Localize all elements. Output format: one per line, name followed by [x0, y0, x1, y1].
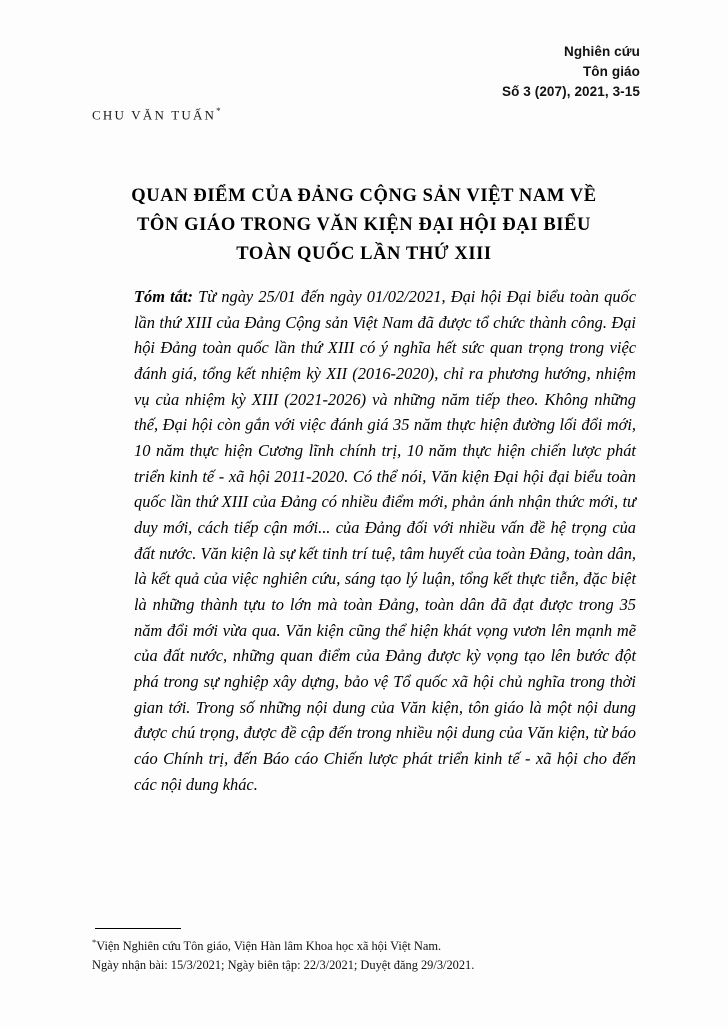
- footnote-dates-line: Ngày nhận bài: 15/3/2021; Ngày biên tập: 22/3/2021; Duyệt đăng 29/3/2021.: [92, 957, 475, 972]
- author-name: [92, 106, 221, 123]
- title-line-3: TOÀN QUỐC LẦN THỨ XIII: [236, 244, 492, 265]
- journal-name-line2: Tôn giáo: [582, 63, 640, 79]
- author-footnote-marker: *: [216, 106, 221, 116]
- abstract-body: Từ ngày 25/01 đến ngày 01/02/2021, Đại hội Đại biểu toàn quốc lần thứ XIII của Đảng Cộng sản Việt Nam đã được tổ chức thành công. Đại hội Đảng toàn quốc lần thứ XIII có ý nghĩa hết sức quan trọng trong việc đánh giá, tổng kết nhiệm kỳ XII (2016-2020), chỉ ra phương hướng, nhiệm vụ của nhiệm kỳ XIII (2021-2026) và những năm tiếp theo. Không những thế, Đại hội còn gắn với việc đánh giá 35 năm thực hiện đường lối đổi mới, 10 năm thực hiện Cương lĩnh chính trị, 10 năm thực hiện chiến lược phát triển kinh tế - xã hội 2011-2020. Có thể nói, Văn kiện Đại hội đại biểu toàn quốc lần thứ XIII của Đảng có nhiều điểm mới, phản ánh nhận thức mới, tư duy mới, cách tiếp cận mới... của Đảng đối với nhiều vấn đề hệ trọng của đất nước. Văn kiện là sự kết tinh trí tuệ, tâm huyết của toàn Đảng, toàn dân, là kết quả của việc nghiên cứu, sáng tạo lý luận, tổng kết thực tiễn, đặc biệt là những thành tựu to lớn mà toàn Đảng, toàn dân đã đạt được trong 35 năm đổi mới vừa qua. Văn kiện cũng thể hiện khát vọng vươn lên mạnh mẽ của đất nước, những quan điểm của Đảng được kỳ vọng tạo lên bước đột phá trong sự nghiệp xây dựng, bảo vệ Tổ quốc xã hội chủ nghĩa trong thời gian tới. Trong số những nội dung của Văn kiện, tôn giáo là một nội dung được chú trọng, được đề cập đến trong nhiều nội dung của Văn kiện, từ báo cáo Chính trị, đến Báo cáo Chiến lược phát triển kinh tế - xã hội cho đến các nội dung khác.: [134, 287, 636, 794]
- page-title: [92, 182, 636, 270]
- abstract-section: [134, 284, 636, 797]
- author-name-text: CHU VĂN TUẤN: [92, 107, 217, 123]
- footnote-block: [92, 936, 652, 974]
- journal-name-line1: Nghiên cứu: [563, 44, 640, 59]
- title-line-1: QUAN ĐIỂM CỦA ĐẢNG CỘNG SẢN VIỆT NAM VỀ: [131, 186, 597, 206]
- title-line-2: TÔN GIÁO TRONG VĂN KIỆN ĐẠI HỘI ĐẠI BIỂU: [136, 215, 592, 236]
- footnote-affiliation-line: [92, 936, 652, 956]
- footnote-marker: *: [92, 937, 97, 947]
- footnote-separator-rule: [95, 928, 181, 929]
- journal-issue-info: Số 3 (207), 2021, 3-15: [501, 83, 640, 99]
- abstract-label: Tóm tắt:: [134, 287, 193, 306]
- footnote-affiliation-text: Viện Nghiên cứu Tôn giáo, Viện Hàn lâm Khoa học xã hội Việt Nam.: [96, 939, 442, 954]
- journal-header: [502, 42, 640, 102]
